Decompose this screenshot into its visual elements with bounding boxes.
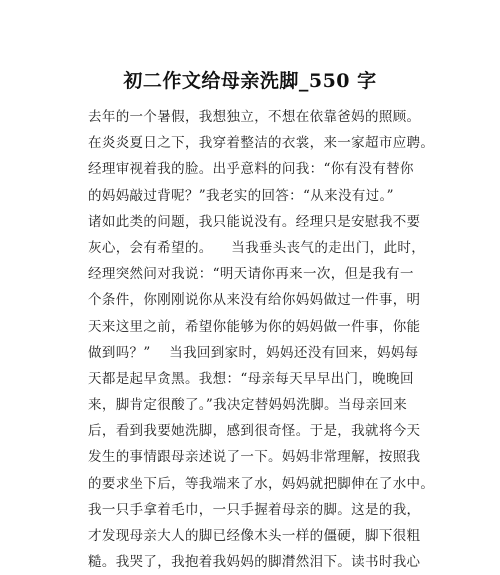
body-line: 做到吗？” 当我回到家时，妈妈还没有回来，妈妈每 [88, 344, 419, 361]
body-line: 天都是起早贪黑。我想：“母亲每天早早出门，晚晚回 [88, 370, 414, 387]
body-line: 发生的事情跟母亲述说了一下。妈妈非常理解，按照我 [88, 449, 421, 466]
body-line: 在炎炎夏日之下，我穿着整洁的衣裳，来一家超市应聘。 [88, 135, 435, 152]
body-line: 糙。我哭了，我抱着我妈妈的脚潸然泪下。读书时我心 [88, 554, 421, 571]
body-line: 才发现母亲大人的脚已经像木头一样的僵硬，脚下很粗 [88, 528, 421, 544]
document-body [88, 104, 435, 575]
body-line: 的要求坐下后，等我端来了水，妈妈就把脚伸在了水中。 [88, 475, 435, 492]
body-line: 的妈妈敲过背呢？”我老实的回答：“从来没有过。” [88, 187, 394, 204]
body-line: 去年的一个暑假，我想独立，不想在依靠爸妈的照顾。 [88, 109, 421, 125]
body-line: 天来这里之前，希望你能够为你的妈妈做一件事，你能 [88, 318, 421, 335]
body-line: 个条件，你刚刚说你从来没有给你妈妈做过一件事，明 [88, 292, 421, 309]
body-line: 诸如此类的问题，我只能说没有。经理只是安慰我不要 [88, 213, 421, 230]
body-line: 来，脚肯定很酸了。”我决定替妈妈洗脚。当母亲回来 [88, 397, 408, 414]
document-title: 初二作文给母亲洗脚_550 字 [123, 70, 377, 92]
body-line: 灰心，会有希望的。 当我垂头丧气的走出门，此时， [88, 239, 426, 256]
body-line: 后，看到我要她洗脚，感到很奇怪。于是，我就将今天 [88, 423, 421, 440]
body-line: 我一只手拿着毛巾，一只手握着母亲的脚。这是的我， [88, 501, 421, 518]
body-line: 经理审视着我的脸。出乎意料的问我：“你有没有替你 [88, 161, 414, 178]
body-line: 经理突然问对我说：“明天请你再来一次，但是我有一 [88, 266, 414, 283]
